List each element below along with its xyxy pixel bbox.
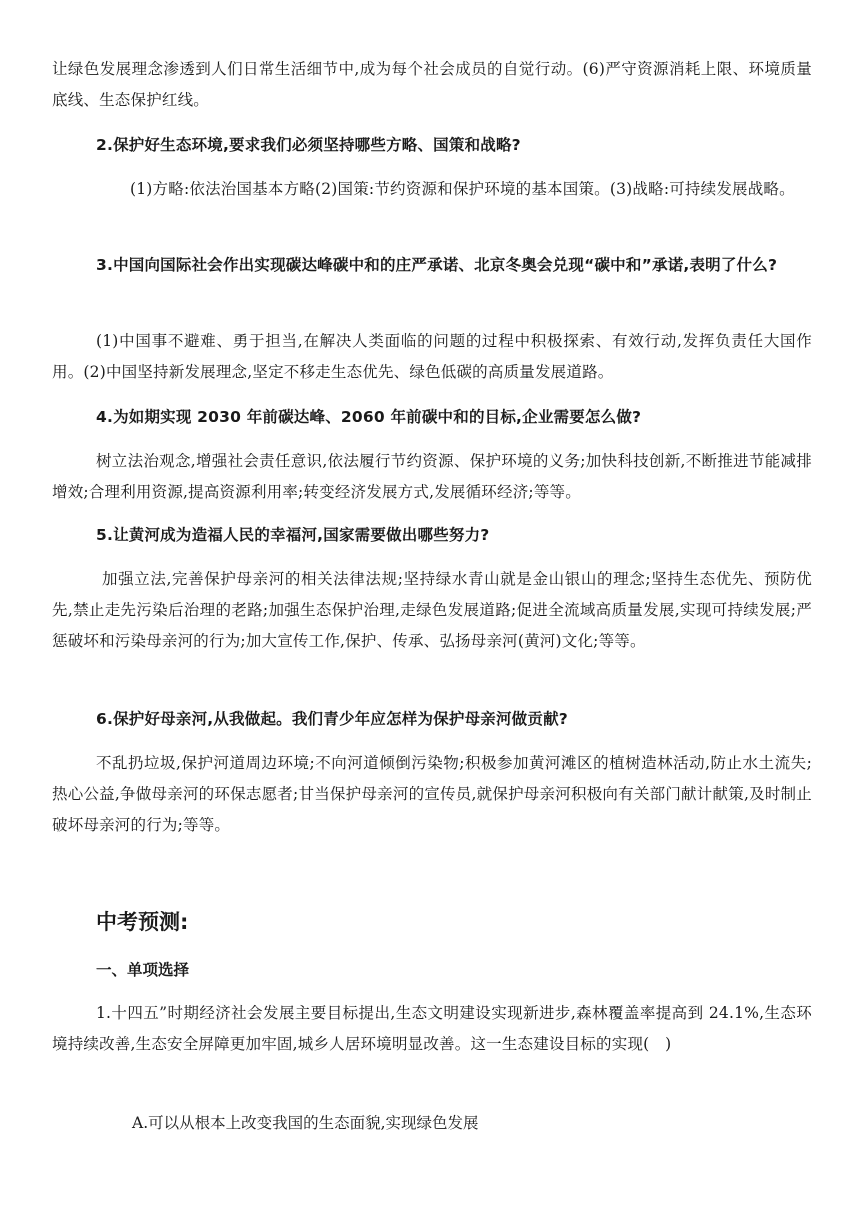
question-2: 2.保护好生态环境,要求我们必须坚持哪些方略、国策和战略? (96, 136, 521, 154)
answer-3: (1)中国事不避难、勇于担当,在解决人类面临的问题的过程中积极探索、有效行动,发挥负责任大国作用。(2)中国坚持新发展理念,坚定不移走生态优先、绿色低碳的高质量发展道路。 (52, 332, 812, 381)
answer-2: (1)方略:依法治国基本方略(2)国策:节约资源和保护环境的基本国策。(3)战略:可持续发展战略。 (130, 180, 795, 198)
question-6: 6.保护好母亲河,从我做起。我们青少年应怎样为保护母亲河做贡献? (96, 710, 568, 728)
section-title: 中考预测: (96, 910, 189, 934)
answer-6: 不乱扔垃圾,保护河道周边环境;不向河道倾倒污染物;积极参加黄河滩区的植树造林活动,防止水土流失;热心公益,争做母亲河的环保志愿者;甘当保护母亲河的宣传员,就保护母亲河积极向有关部门献计献策,及时制止破坏母亲河的行为;等等。 (52, 754, 812, 834)
answer-4: 树立法治观念,增强社会责任意识,依法履行节约资源、保护环境的义务;加快科技创新,不断推进节能减排增效;合理利用资源,提高资源利用率;转变经济发展方式,发展循环经济;等等。 (52, 452, 812, 501)
subsection-title: 一、单项选择 (96, 961, 190, 979)
question-3: 3.中国向国际社会作出实现碳达峰碳中和的庄严承诺、北京冬奥会兑现“碳中和”承诺,表明了什么? (96, 256, 778, 274)
question-4: 4.为如期实现 2030 年前碳达峰、2060 年前碳中和的目标,企业需要怎么做? (96, 408, 642, 426)
question-5: 5.让黄河成为造福人民的幸福河,国家需要做出哪些努力? (96, 526, 490, 544)
exam-question-1: 1.十四五”时期经济社会发展主要目标提出,生态文明建设实现新进步,森林覆盖率提高到 24.1%,生态环境持续改善,生态安全屏障更加牢固,城乡人居环境明显改善。这一生态建设目标的实现( ) (52, 1004, 812, 1053)
paragraph-continued: 让绿色发展理念渗透到人们日常生活细节中,成为每个社会成员的自觉行动。(6)严守资源消耗上限、环境质量底线、生态保护红线。 (52, 60, 812, 109)
option-a: A.可以从根本上改变我国的生态面貌,实现绿色发展 (132, 1114, 479, 1132)
answer-5: 加强立法,完善保护母亲河的相关法律法规;坚持绿水青山就是金山银山的理念;坚持生态优先、预防优先,禁止走先污染后治理的老路;加强生态保护治理,走绿色发展道路;促进全流域高质量发展,实现可持续发展;严惩破坏和污染母亲河的行为;加大宣传工作,保护、传承、弘扬母亲河(黄河)文化;等等。 (52, 570, 812, 650)
